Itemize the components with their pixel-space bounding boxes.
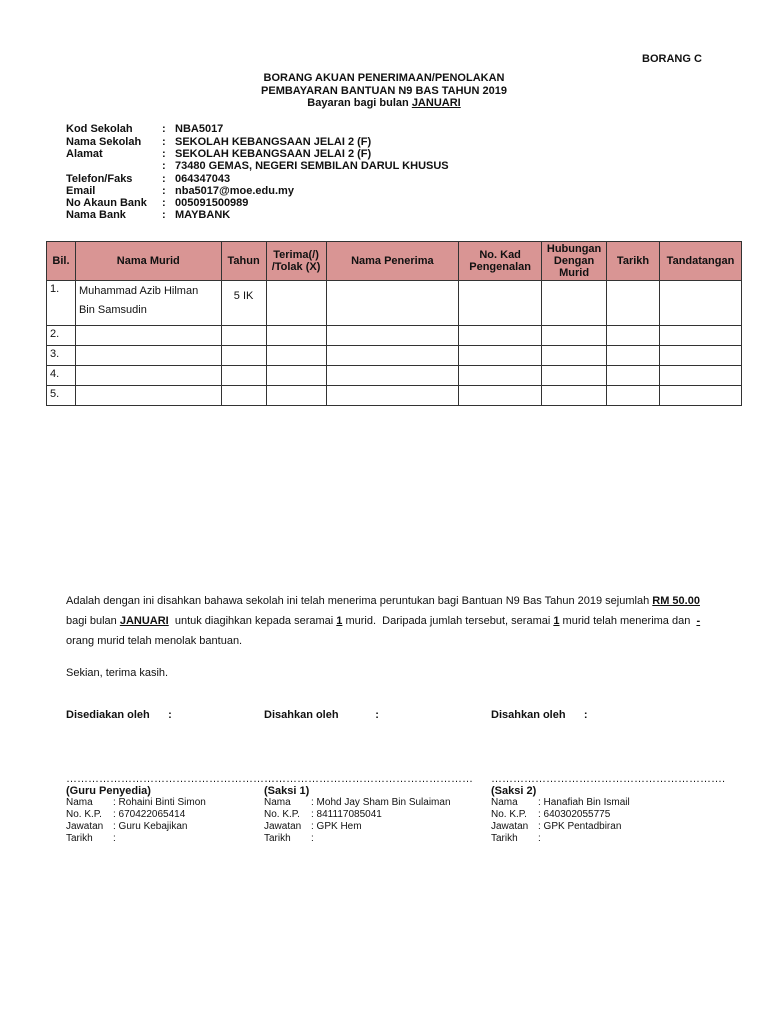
signer-ic: : 640302055775 [538, 809, 611, 820]
signature-line-prepared: …………………………………………………… [66, 773, 286, 785]
cell-no-kad [459, 326, 542, 346]
signer-name-row [66, 797, 206, 809]
table-row [47, 366, 742, 386]
signer-role: (Guru Penyedia) [66, 785, 151, 797]
signer-date-row [491, 833, 630, 845]
cell-tahun: 5 IK [221, 281, 266, 326]
info-colon: : [162, 136, 166, 148]
signature-block-prepared [66, 785, 206, 845]
cell-tarikh [607, 326, 660, 346]
signer-ic-label: No. K.P. [66, 809, 102, 820]
signer-date: : [113, 833, 116, 844]
signer-date-label: Tarikh [66, 833, 93, 844]
info-label: Nama Sekolah [66, 136, 142, 148]
student-name-line2: Bin Samsudin [78, 304, 147, 316]
students-table [46, 241, 742, 406]
col-header-tarikh: Tarikh [607, 242, 660, 281]
cell-tarikh [607, 281, 660, 326]
cell-terima-tolak [266, 366, 326, 386]
signer-date-label: Tarikh [491, 833, 518, 844]
info-value: MAYBANK [175, 209, 231, 221]
cell-hubungan [542, 386, 607, 406]
info-value: nba5017@moe.edu.my [175, 185, 294, 197]
signer-name-row [264, 797, 451, 809]
declaration-count-total: 1 [336, 615, 343, 627]
signer-position-label: Jawatan [264, 821, 302, 832]
declaration-paragraph [66, 591, 716, 651]
info-value: NBA5017 [175, 123, 224, 135]
cell-tandatangan [659, 346, 741, 366]
closing-thanks: Sekian, terima kasih. [66, 667, 169, 679]
signer-name: : Hanafiah Bin Ismail [538, 797, 630, 808]
cell-tandatangan [659, 326, 741, 346]
cell-terima-tolak [266, 281, 326, 326]
info-row-kod-sekolah [0, 123, 768, 137]
cell-no-kad [459, 346, 542, 366]
cell-tandatangan [659, 386, 741, 406]
signer-name-label: Nama [491, 797, 518, 808]
cell-tahun [221, 366, 266, 386]
info-value: 005091500989 [175, 197, 249, 209]
declaration-month: JANUARI [119, 615, 169, 627]
signature-heading-witness1: Disahkan oleh : [264, 709, 379, 721]
cell-bil: 2. [47, 326, 76, 346]
cell-tarikh [607, 386, 660, 406]
cell-nama-murid [75, 366, 221, 386]
cell-tahun [221, 346, 266, 366]
col-header-bil: Bil. [47, 242, 76, 281]
table-row [47, 281, 742, 326]
cell-bil: 5. [47, 386, 76, 406]
col-header-hubungan: Hubungan Dengan Murid [542, 242, 607, 281]
signature-line-witness2: ………………………………………………………. [491, 773, 726, 785]
signer-position: : GPK Pentadbiran [538, 821, 622, 832]
info-label: Telefon/Faks [66, 173, 133, 185]
document-title-line3 [0, 97, 768, 109]
table-row [47, 326, 742, 346]
declaration-part2: bagi bulan [66, 615, 120, 627]
signer-position-row [264, 821, 451, 833]
cell-tahun [221, 386, 266, 406]
cell-no-kad [459, 366, 542, 386]
col-header-terima-tolak: Terima(/) /Tolak (X) [266, 242, 326, 281]
info-value: 064347043 [175, 173, 231, 185]
signer-name: : Mohd Jay Sham Bin Sulaiman [311, 797, 451, 808]
signature-heading-prepared: Disediakan oleh : [66, 709, 172, 721]
info-colon: : [162, 209, 166, 221]
cell-nama-murid [75, 326, 221, 346]
declaration-amount: RM 50.00 [652, 595, 700, 607]
info-colon: : [162, 197, 166, 209]
info-colon: : [162, 160, 166, 172]
declaration-part4: murid. Daripada jumlah tersebut, seramai [342, 615, 554, 627]
cell-nama-penerima [326, 281, 459, 326]
col-header-nama-penerima: Nama Penerima [326, 242, 459, 281]
declaration-count-rejected: - [696, 615, 701, 627]
table-row [47, 386, 742, 406]
signer-ic-label: No. K.P. [491, 809, 527, 820]
form-code: BORANG C [642, 53, 702, 65]
info-label: Email [66, 185, 96, 197]
cell-nama-murid [75, 281, 221, 326]
info-colon: : [162, 148, 166, 160]
declaration-part3: untuk diagihkan kepada seramai [168, 615, 337, 627]
declaration-count-received: 1 [553, 615, 560, 627]
info-value: SEKOLAH KEBANGSAAN JELAI 2 (F) [175, 148, 372, 160]
cell-tandatangan [659, 281, 741, 326]
col-header-tandatangan: Tandatangan [659, 242, 741, 281]
cell-bil: 4. [47, 366, 76, 386]
cell-nama-penerima [326, 346, 459, 366]
signer-name-label: Nama [264, 797, 291, 808]
signer-name-row [491, 797, 630, 809]
signer-ic-row [264, 809, 451, 821]
cell-no-kad [459, 281, 542, 326]
signer-ic: : 841117085041 [311, 809, 382, 820]
info-value: 73480 GEMAS, NEGERI SEMBILAN DARUL KHUSUS [175, 160, 449, 172]
cell-bil: 1. [47, 281, 76, 326]
cell-no-kad [459, 386, 542, 406]
cell-hubungan [542, 281, 607, 326]
cell-nama-murid [75, 346, 221, 366]
cell-terima-tolak [266, 326, 326, 346]
signer-ic-row [66, 809, 206, 821]
info-colon: : [162, 173, 166, 185]
signature-block-witness2 [491, 785, 630, 845]
signer-role: (Saksi 2) [491, 785, 537, 797]
info-colon: : [162, 123, 166, 135]
cell-hubungan [542, 366, 607, 386]
signer-date-row [264, 833, 451, 845]
declaration-part5: murid telah menerima dan [559, 615, 697, 627]
info-label: Nama Bank [66, 209, 126, 221]
signer-date-row [66, 833, 206, 845]
info-label: Kod Sekolah [66, 123, 133, 135]
payment-month-prefix: Bayaran bagi bulan [307, 97, 412, 109]
signer-ic-label: No. K.P. [264, 809, 300, 820]
col-header-tahun: Tahun [221, 242, 266, 281]
signer-date: : [538, 833, 541, 844]
info-row-alamat-2 [0, 160, 768, 174]
student-name-line1: Muhammad Azib Hilman [78, 285, 199, 297]
declaration-part1: Adalah dengan ini disahkan bahawa sekolah ini telah menerima peruntukan bagi Bantuan N9 Bas Tahun 2019 sejumlah [66, 595, 653, 607]
cell-tarikh [607, 346, 660, 366]
cell-nama-penerima [326, 386, 459, 406]
cell-nama-penerima [326, 326, 459, 346]
signer-position-row [66, 821, 206, 833]
cell-nama-penerima [326, 366, 459, 386]
cell-nama-murid [75, 386, 221, 406]
table-row [47, 346, 742, 366]
signer-date: : [311, 833, 314, 844]
cell-tahun [221, 326, 266, 346]
info-label: No Akaun Bank [66, 197, 147, 209]
signer-name: : Rohaini Binti Simon [113, 797, 206, 808]
signature-line-witness1: ………………………………………………… [264, 773, 473, 785]
signature-block-witness1 [264, 785, 451, 845]
document-title-line2: PEMBAYARAN BANTUAN N9 BAS TAHUN 2019 [261, 85, 507, 97]
col-header-nama-murid: Nama Murid [75, 242, 221, 281]
cell-hubungan [542, 326, 607, 346]
signer-position: : GPK Hem [311, 821, 362, 832]
signer-position: : Guru Kebajikan [113, 821, 188, 832]
signer-name-label: Nama [66, 797, 93, 808]
signer-position-label: Jawatan [491, 821, 529, 832]
info-colon: : [162, 185, 166, 197]
signer-ic: : 670422065414 [113, 809, 186, 820]
cell-terima-tolak [266, 386, 326, 406]
cell-hubungan [542, 346, 607, 366]
document-title-line1: BORANG AKUAN PENERIMAAN/PENOLAKAN [263, 72, 505, 84]
payment-month: JANUARI [411, 97, 461, 109]
signer-position-label: Jawatan [66, 821, 104, 832]
info-label: Alamat [66, 148, 103, 160]
cell-tandatangan [659, 366, 741, 386]
table-header-row [47, 242, 742, 281]
signer-ic-row [491, 809, 630, 821]
signer-role: (Saksi 1) [264, 785, 310, 797]
col-header-no-kad: No. Kad Pengenalan [459, 242, 542, 281]
signer-date-label: Tarikh [264, 833, 291, 844]
cell-tarikh [607, 366, 660, 386]
declaration-part6: orang murid telah menolak bantuan. [66, 635, 243, 647]
signature-heading-witness2: Disahkan oleh : [491, 709, 588, 721]
cell-terima-tolak [266, 346, 326, 366]
cell-bil: 3. [47, 346, 76, 366]
signer-position-row [491, 821, 630, 833]
info-row-nama-bank [0, 209, 768, 223]
info-value: SEKOLAH KEBANGSAAN JELAI 2 (F) [175, 136, 372, 148]
